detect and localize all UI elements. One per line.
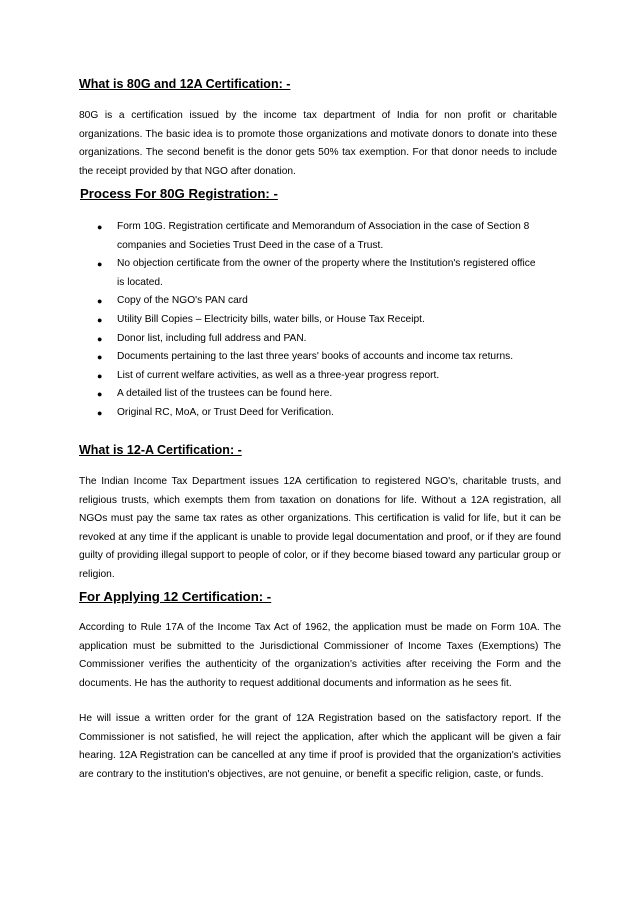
paragraph-applying-12a: According to Rule 17A of the Income Tax Act of 1962, the application must be made on Form 10A. The application must be submitted to the Jurisdictional Commissioner of Income Taxes (Exemptions) The Commissioner verifies the authenticity of the organization's activities after receiving the Form and the documents. He has the authority to request additional documents and information as he sees fit.	[79, 622, 561, 689]
list-item-text: Copy of the NGO's PAN card	[117, 295, 248, 307]
bullet-icon: ●	[97, 222, 103, 232]
list-item	[97, 330, 545, 349]
list-item	[97, 255, 545, 292]
list-item-text: No objection certificate from the owner of the property where the Institution's registered office is located.	[117, 258, 536, 288]
list-item-text: List of current welfare activities, as well as a three-year progress report.	[117, 369, 440, 381]
heading-12a: What is 12-A Certification: -	[79, 443, 242, 457]
process-80g-list	[97, 218, 545, 423]
bullet-icon: ●	[97, 333, 103, 344]
list-item-text: Documents pertaining to the last three years' books of accounts and income tax returns.	[117, 351, 514, 363]
paragraph-applying-12b: He will issue a written order for the grant of 12A Registration based on the satisfactory report. If the Commissioner is not satisfied, he will reject the application, after which the applicant will be given a fair hearing. 12A Registration can be cancelled at any time if proof is provided that the organization's activities are contrary to the institution's objectives, are not genuine, or benefit a specific religion, caste, or funds.	[79, 713, 561, 780]
bullet-icon: ●	[97, 259, 103, 270]
heading-process-80g: Process For 80G Registration: -	[80, 186, 278, 201]
list-item	[97, 218, 545, 255]
list-item-text: A detailed list of the trustees can be found here.	[117, 388, 333, 400]
list-item-text: Donor list, including full address and PAN.	[117, 332, 307, 344]
bullet-icon: ●	[97, 370, 103, 381]
list-item	[97, 404, 545, 423]
heading-applying-12: For Applying 12 Certification: -	[79, 589, 272, 604]
list-item-text: Original RC, MoA, or Trust Deed for Verification.	[117, 406, 334, 418]
bullet-icon: ●	[97, 389, 103, 400]
paragraph-12a-intro: The Indian Income Tax Department issues 12A certification to registered NGO's, charitable trusts, and religious trusts, which exempts them from taxation on donations for life. Without a 12A registration, all NGOs must pay the same tax rates as other organizations. This certification is valid for life, but it can be revoked at any time if the applicant is unable to provide legal documentation and proof, or if they are found guilty of providing illegal support to people of color, or if they become biased toward any particular group or religion.	[79, 476, 561, 580]
list-item	[97, 292, 545, 311]
list-item	[97, 348, 545, 367]
bullet-icon: ●	[97, 407, 103, 418]
list-item-text: Form 10G. Registration certificate and Memorandum of Association in the case of Section 8 companies and Societies Trust Deed in the case of a Trust.	[117, 221, 530, 251]
list-item	[97, 311, 545, 330]
list-item-text: Utility Bill Copies – Electricity bills, water bills, or House Tax Receipt.	[117, 313, 425, 325]
bullet-icon: ●	[97, 296, 103, 307]
list-item	[97, 385, 545, 404]
heading-80g-12a: What is 80G and 12A Certification: -	[79, 77, 291, 91]
paragraph-80g-intro: 80G is a certification issued by the income tax department of India for non profit or charitable organizations. The basic idea is to promote those organizations and motivate donors to donate into these organizations. The second benefit is the donor gets 50% tax exemption. For that donor needs to include the receipt provided by that NGO after donation.	[79, 110, 557, 177]
bullet-icon: ●	[97, 352, 103, 363]
list-item	[97, 367, 545, 386]
bullet-icon: ●	[97, 314, 103, 325]
